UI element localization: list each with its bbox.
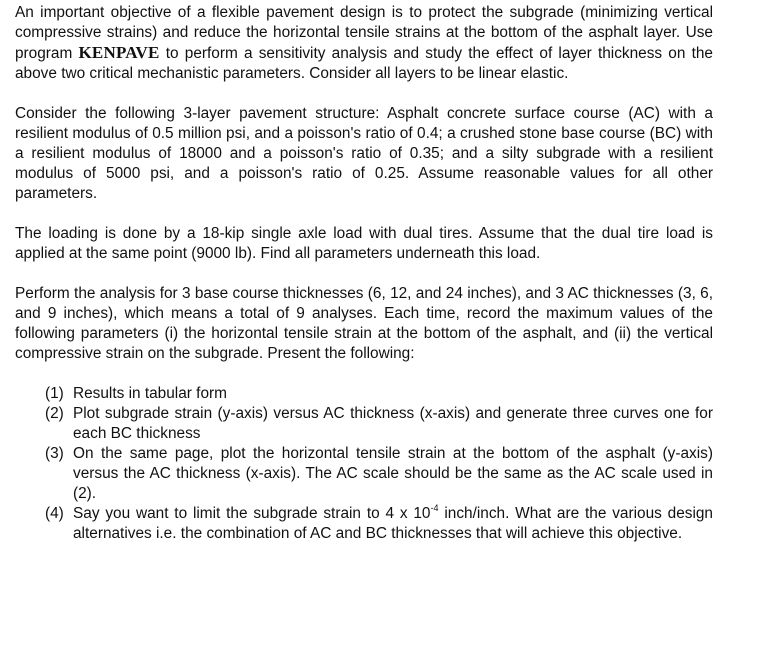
- paragraph-objective: [15, 3, 713, 84]
- objective-text-end: to perform a sensitivity analysis and study the effect of layer thickness on the above two critical mechanistic parameters. Consider all layers to be linear elastic.: [15, 45, 713, 82]
- paragraph-loading: The loading is done by a 18-kip single axle load with dual tires. Assume that the dual tire load is applied at the same point (9000 lb). Find all parameters underneath this load.: [15, 225, 713, 262]
- list-item-number: (4): [45, 505, 64, 522]
- list-item-number: (3): [45, 445, 64, 462]
- paragraph-structure: Consider the following 3-layer pavement structure: Asphalt concrete surface course (AC) with a resilient modulus of 0.5 million psi, and a poisson's ratio of 0.4; a crushed stone base course (BC) with a resilient modulus of 18000 and a poisson's ratio of 0.35; and a silty subgrade with a resilient modulus of 5000 psi, and a poisson's ratio of 0.25. Assume reasonable values for all other parameters.: [15, 105, 713, 202]
- list-item-text: On the same page, plot the horizontal tensile strain at the bottom of the asphalt (y-axis) versus the AC thickness (x-axis). The AC scale should be the same as the AC scale used in (2).: [73, 445, 713, 502]
- list-item-number: (1): [45, 385, 64, 402]
- list-item-text: Plot subgrade strain (y-axis) versus AC thickness (x-axis) and generate three curves one for each BC thickness: [73, 405, 713, 442]
- list-item: [45, 444, 713, 504]
- list-item: [45, 384, 713, 404]
- document-page: [15, 3, 713, 544]
- exponent: -4: [430, 503, 439, 513]
- paragraph-analysis: Perform the analysis for 3 base course thicknesses (6, 12, and 24 inches), and 3 AC thicknesses (3, 6, and 9 inches), which means a total of 9 analyses. Each time, record the maximum values of the following parameters (i) the horizontal tensile strain at the bottom of the asphalt, and (ii) the vertical compressive strain on the subgrade. Present the following:: [15, 285, 713, 362]
- list-item: [45, 504, 713, 544]
- program-name: KENPAVE: [78, 43, 160, 62]
- list-item-number: (2): [45, 405, 64, 422]
- list-item-text: Results in tabular form: [73, 385, 227, 402]
- objective-text-start: An important objective of a flexible pavement design is to protect the subgrade (minimizing vertical compressive strains) and reduce the horizontal tensile strains at the bottom of the asphalt layer. Use program: [15, 4, 713, 62]
- deliverables-list: [15, 384, 713, 544]
- list-item-text-start: Say you want to limit the subgrade strain to 4 x 10: [73, 505, 431, 522]
- list-item-text-end: inch/inch. What are the various design alternatives i.e. the combination of AC and BC thicknesses that will achieve this objective.: [73, 505, 713, 542]
- list-item: [45, 404, 713, 444]
